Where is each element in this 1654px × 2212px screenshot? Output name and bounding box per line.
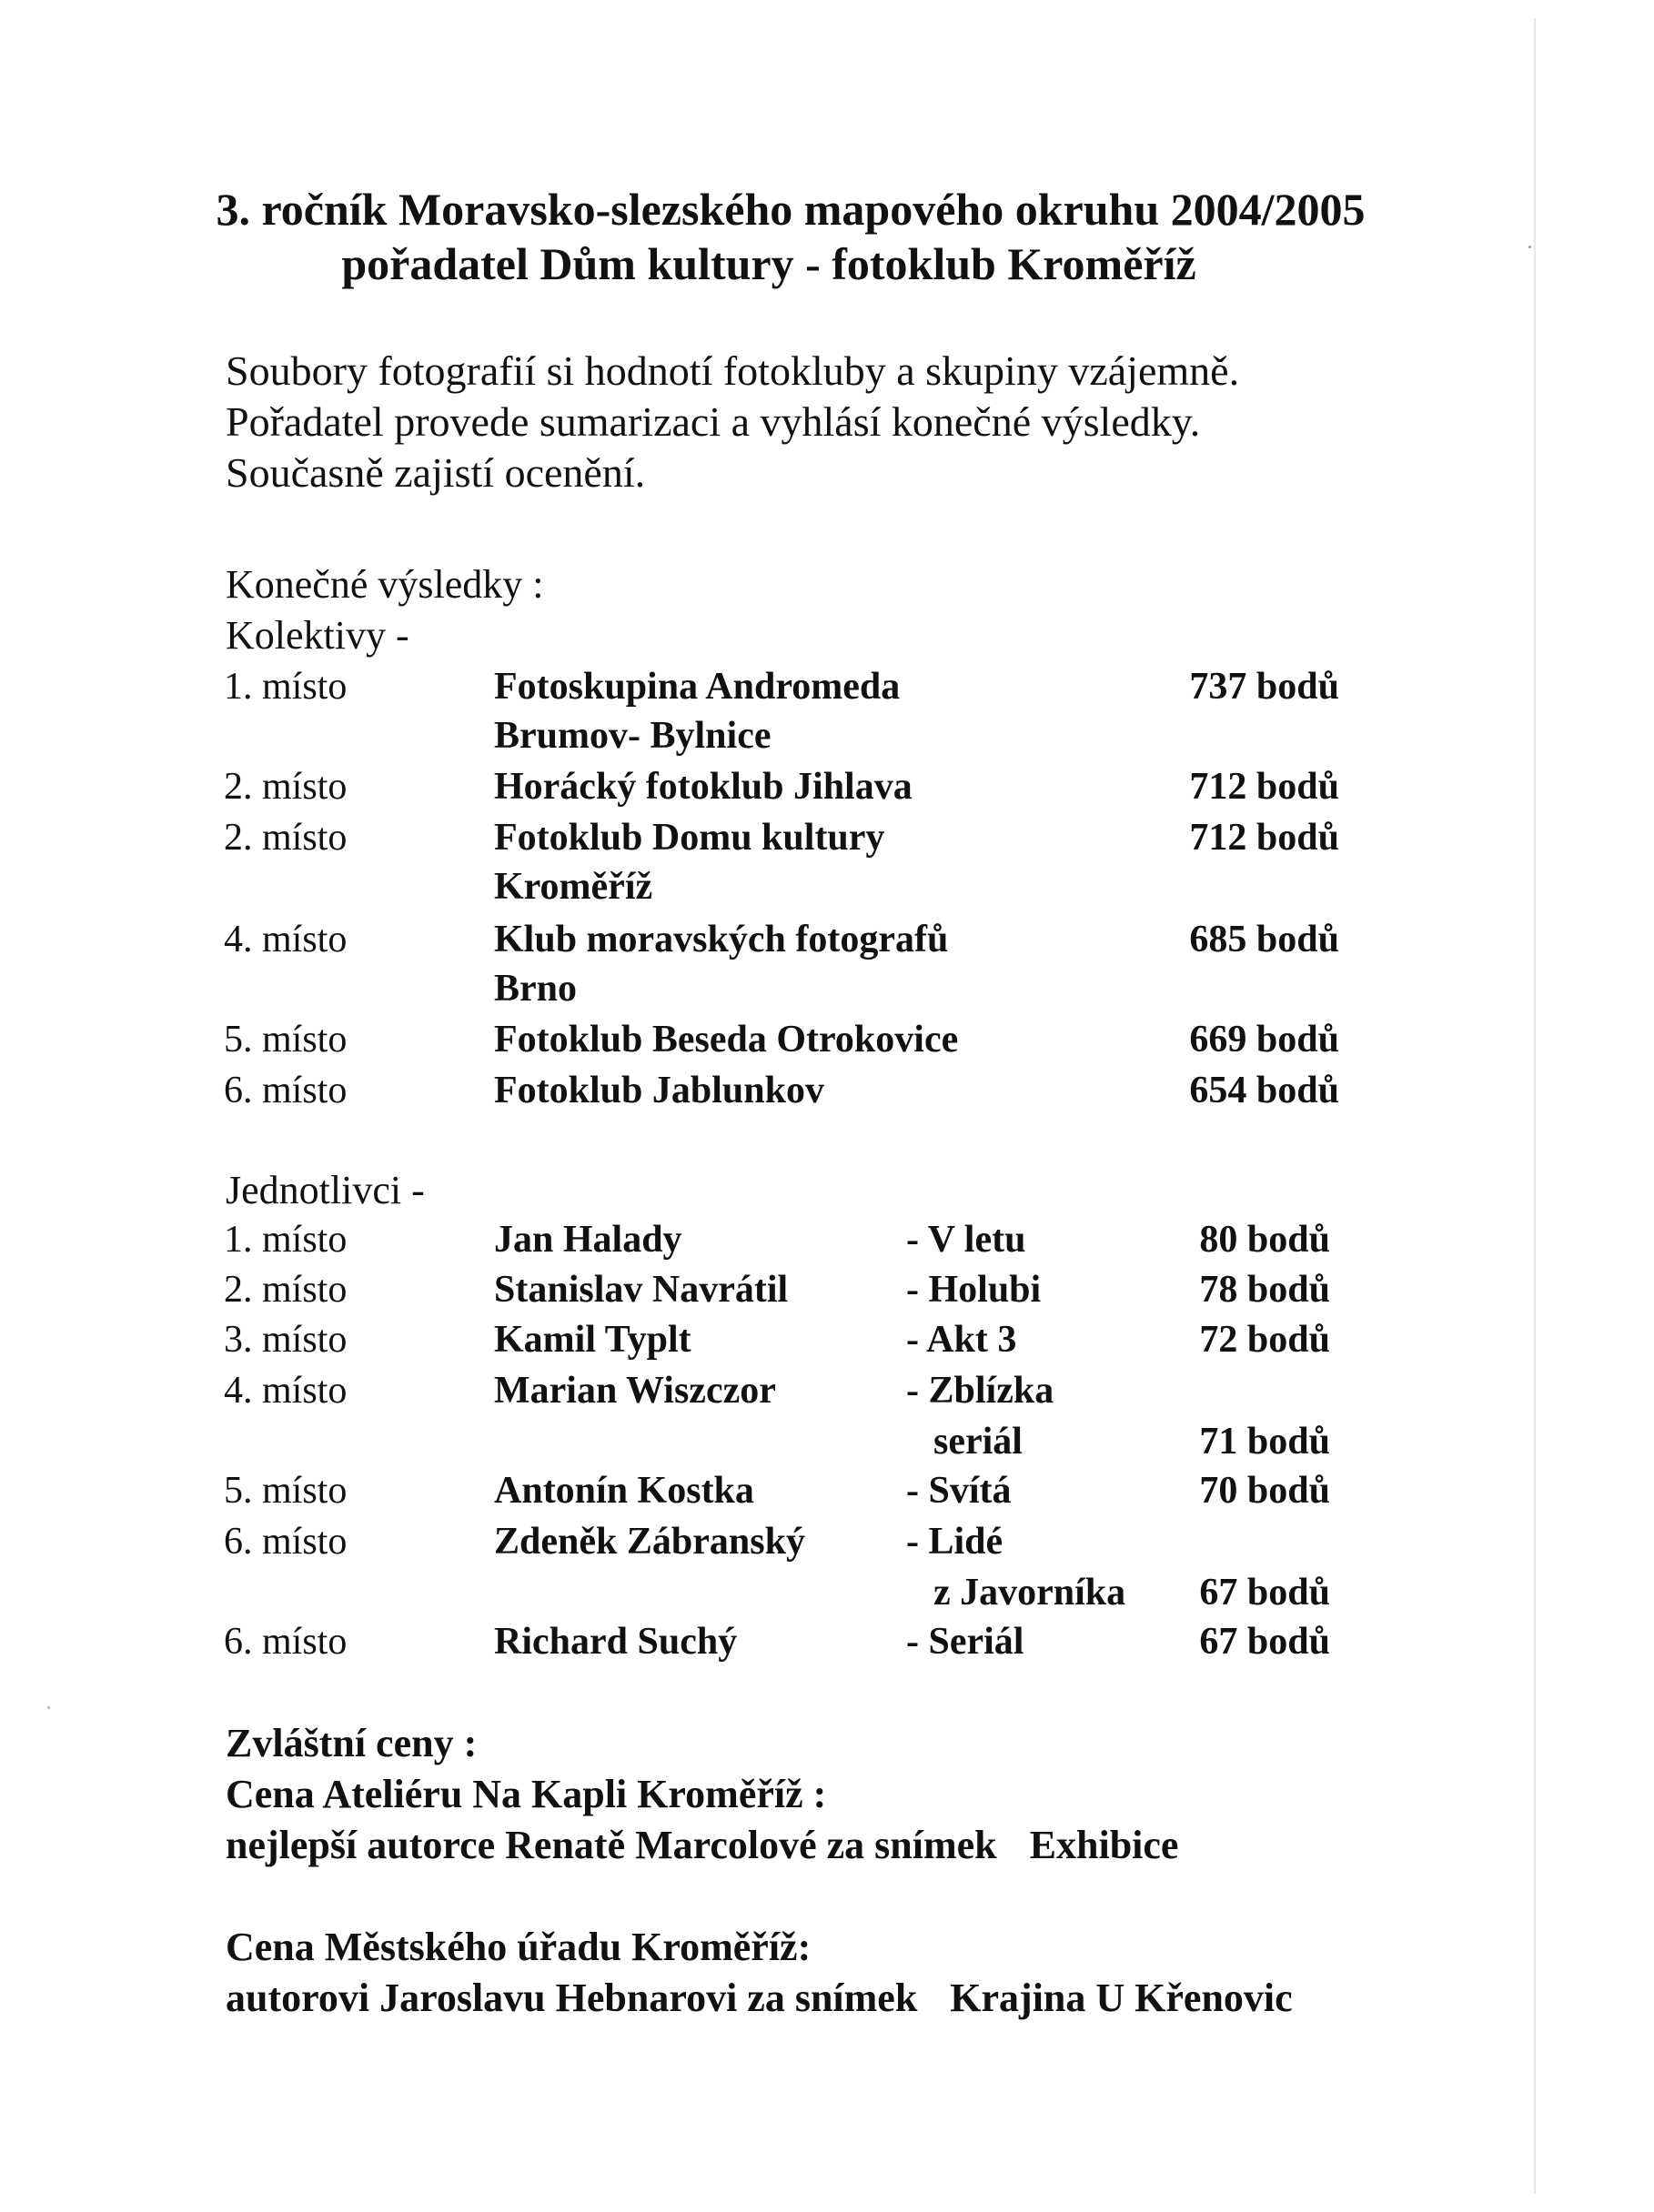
points-cell: 669 bodů — [1189, 1019, 1339, 1061]
place-cell: 6. místo — [224, 1070, 348, 1111]
points-cell: 654 bodů — [1189, 1070, 1339, 1111]
photo-title: - Seriál — [906, 1621, 1024, 1663]
club-name: Horácký fotoklub Jihlava — [494, 766, 913, 808]
special-awards-heading: Zvláštní ceny : — [226, 1721, 478, 1765]
points-cell: 78 bodů — [1199, 1269, 1330, 1311]
points-cell: 737 bodů — [1189, 666, 1339, 708]
award-text — [226, 1974, 1293, 2023]
place-cell: 2. místo — [224, 1269, 348, 1311]
award-title: Cena Ateliéru Na Kapli Kroměříž : — [226, 1772, 827, 1816]
club-name-line2: Brumov- Bylnice — [494, 715, 772, 757]
author-name: Antonín Kostka — [494, 1470, 754, 1512]
author-name: Zdeněk Zábranský — [494, 1521, 805, 1563]
points-cell: 72 bodů — [1199, 1319, 1330, 1361]
author-name: Jan Halady — [494, 1219, 682, 1261]
organizer-line: pořadatel Dům kultury - fotoklub Kroměříž — [341, 238, 1196, 289]
place-cell: 5. místo — [224, 1019, 348, 1061]
points-cell: 67 bodů — [1199, 1572, 1330, 1614]
results-heading: Konečné výsledky : — [226, 562, 544, 607]
place-cell: 6. místo — [224, 1521, 348, 1563]
points-cell: 712 bodů — [1189, 766, 1339, 808]
place-cell: 1. místo — [224, 1219, 348, 1261]
points-cell: 71 bodů — [1199, 1421, 1330, 1463]
club-name-line2: Brno — [494, 968, 578, 1010]
photo-title-line2: seriál — [933, 1421, 1023, 1463]
photo-title: - Lidé — [906, 1521, 1003, 1563]
photo-title: - Svítá — [906, 1470, 1012, 1512]
place-cell: 2. místo — [224, 817, 348, 859]
points-cell: 712 bodů — [1189, 817, 1339, 859]
points-cell: 67 bodů — [1199, 1621, 1330, 1663]
club-name: Klub moravských fotografů — [494, 919, 949, 960]
intro-line: Současně zajistí ocenění. — [226, 449, 646, 496]
photo-title: - Zblízka — [906, 1370, 1054, 1412]
place-cell: 5. místo — [224, 1470, 348, 1512]
place-cell: 3. místo — [224, 1319, 348, 1361]
photo-title: - Akt 3 — [906, 1319, 1017, 1361]
place-cell: 2. místo — [224, 766, 348, 808]
photo-title-line2: z Javorníka — [933, 1572, 1126, 1614]
club-name-line2: Kroměříž — [494, 866, 653, 908]
club-name: Fotoskupina Andromeda — [494, 666, 901, 708]
author-name: Marian Wiszczor — [494, 1370, 776, 1412]
author-name: Kamil Typlt — [494, 1319, 691, 1361]
award-recipient: nejlepší autorce Renatě Marcolové za snímek — [226, 1823, 997, 1867]
intro-line: Pořadatel provede sumarizaci a vyhlásí konečné výsledky. — [226, 398, 1201, 445]
award-recipient: autorovi Jaroslavu Hebnarovi za snímek — [226, 1976, 918, 2020]
scan-speck — [47, 1706, 50, 1709]
document-title: 3. ročník Moravsko-slezského mapového okruhu 2004/2005 — [216, 184, 1366, 235]
points-cell: 70 bodů — [1199, 1470, 1330, 1512]
points-cell: 80 bodů — [1199, 1219, 1330, 1261]
award-photo-title: Exhibice — [1029, 1823, 1179, 1867]
photo-title: - V letu — [906, 1219, 1026, 1261]
scan-edge-line — [1534, 18, 1536, 2194]
club-name: Fotoklub Beseda Otrokovice — [494, 1019, 959, 1061]
photo-title: - Holubi — [906, 1269, 1042, 1311]
author-name: Stanislav Navrátil — [494, 1269, 789, 1311]
individuals-heading: Jednotlivci - — [226, 1168, 425, 1212]
club-name: Fotoklub Jablunkov — [494, 1070, 824, 1111]
collectives-heading: Kolektivy - — [226, 613, 409, 658]
club-name: Fotoklub Domu kultury — [494, 817, 885, 859]
award-photo-title: Krajina U Křenovic — [950, 1976, 1293, 2020]
place-cell: 4. místo — [224, 1370, 348, 1412]
place-cell: 6. místo — [224, 1621, 348, 1663]
author-name: Richard Suchý — [494, 1621, 738, 1663]
place-cell: 1. místo — [224, 666, 348, 708]
award-title: Cena Městského úřadu Kroměříž: — [226, 1925, 812, 1969]
place-cell: 4. místo — [224, 919, 348, 960]
award-text — [226, 1821, 1178, 1870]
intro-line: Soubory fotografií si hodnotí fotokluby a skupiny vzájemně. — [226, 347, 1240, 394]
points-cell: 685 bodů — [1189, 919, 1339, 960]
